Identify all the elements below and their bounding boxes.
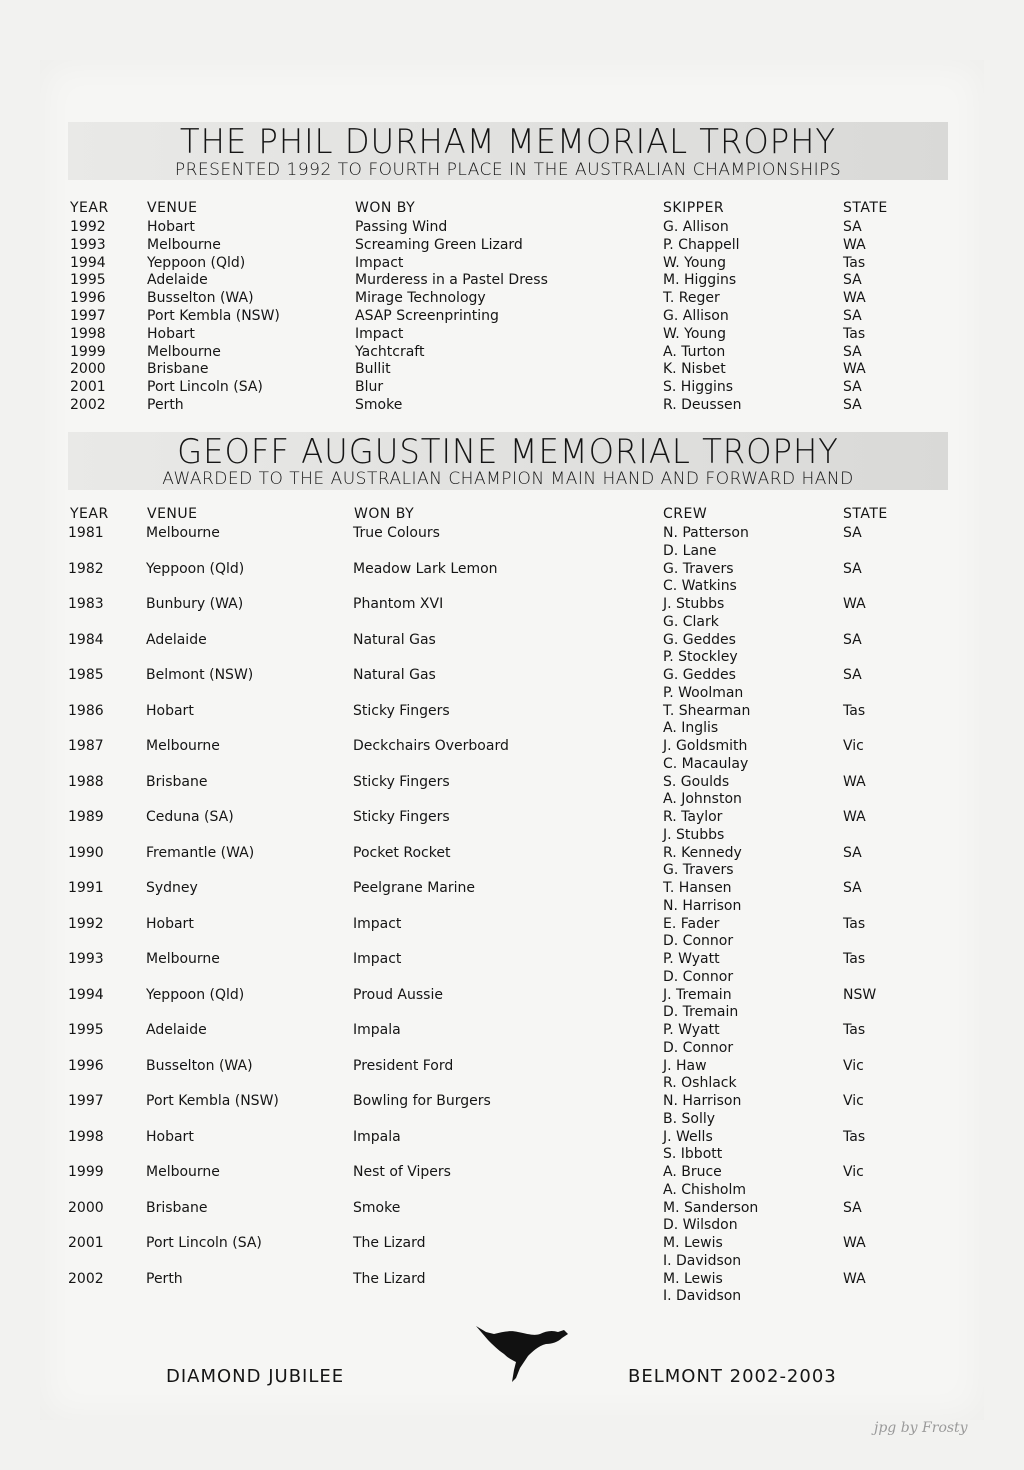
trophy1-banner — [68, 122, 948, 180]
t2-cell-crew2: P. Woolman — [663, 684, 744, 701]
t2-cell-year: 1987 — [68, 738, 104, 754]
t1-cell-state: SA — [843, 343, 862, 360]
t2-cell-state: WA — [843, 1270, 866, 1287]
t2-cell-crew1: T. Hansen — [663, 880, 732, 896]
t2-cell-year: 1994 — [68, 986, 104, 1003]
t1-cell-year: 1994 — [70, 254, 106, 271]
t1-cell-year: 1997 — [70, 308, 106, 324]
t2-cell-wonby: Sticky Fingers — [353, 809, 450, 825]
t2-cell-crew1: J. Stubbs — [663, 596, 725, 612]
t2-cell-venue: Bunbury (WA) — [146, 596, 244, 612]
t2-cell-crew1: J. Haw — [663, 1057, 707, 1074]
t2-cell-wonby: Phantom XVI — [353, 596, 444, 612]
t1-cell-wonby: Blur — [355, 379, 384, 396]
t2-cell-venue: Perth — [146, 1270, 183, 1287]
t1-cell-year: 1993 — [70, 236, 106, 253]
t2-cell-wonby: The Lizard — [353, 1270, 426, 1287]
t2-cell-crew2: D. Connor — [663, 1039, 734, 1056]
t2-cell-wonby: Bowling for Burgers — [353, 1093, 491, 1109]
t2-cell-venue: Port Lincoln (SA) — [146, 1235, 262, 1251]
t2-cell-state: Vic — [843, 1164, 864, 1180]
t2-cell-venue: Belmont (NSW) — [146, 667, 254, 683]
t2-cell-crew1: J. Tremain — [663, 986, 732, 1003]
t2-cell-wonby: Sticky Fingers — [353, 773, 450, 790]
t2-cell-venue: Yeppoon (Qld) — [146, 986, 245, 1003]
t2-cell-crew1: G. Geddes — [663, 667, 736, 683]
t1-cell-wonby: Passing Wind — [355, 219, 448, 235]
t1-cell-venue: Busselton (WA) — [147, 290, 254, 307]
t2-cell-crew1: E. Fader — [663, 915, 720, 932]
t2-cell-year: 1998 — [68, 1128, 104, 1145]
t2-cell-crew2: I. Davidson — [663, 1252, 742, 1269]
t1-cell-state: SA — [843, 308, 862, 324]
t2-cell-crew2: D. Connor — [663, 968, 734, 985]
photo-credit: jpg by Frosty — [874, 1420, 968, 1436]
t2-cell-state: Vic — [843, 1093, 864, 1109]
t2-cell-crew2: C. Macaulay — [663, 755, 749, 772]
t2-header-year: YEAR — [70, 506, 109, 522]
t1-cell-skipper: W. Young — [663, 325, 727, 342]
footer-diamond-jubilee: DIAMOND JUBILEE — [166, 1366, 345, 1387]
t2-cell-year: 1989 — [68, 809, 104, 825]
t2-cell-wonby: Peelgrane Marine — [353, 880, 476, 896]
t2-cell-wonby: Sticky Fingers — [353, 702, 450, 719]
t1-cell-skipper: T. Reger — [663, 290, 720, 307]
t2-cell-year: 1981 — [68, 525, 104, 541]
t1-cell-state: WA — [843, 290, 866, 307]
t2-cell-venue: Adelaide — [146, 1022, 207, 1038]
t2-cell-state: Tas — [843, 915, 866, 932]
t1-cell-wonby: ASAP Screenprinting — [355, 308, 499, 324]
t2-cell-venue: Yeppoon (Qld) — [146, 560, 245, 577]
t1-cell-venue: Hobart — [147, 219, 195, 235]
t2-cell-year: 1985 — [68, 667, 104, 683]
t1-cell-venue: Port Lincoln (SA) — [147, 379, 263, 396]
t2-cell-state: SA — [843, 880, 862, 896]
t2-cell-year: 1995 — [68, 1022, 104, 1038]
trophy1-title: THE PHIL DURHAM MEMORIAL TROPHY — [179, 122, 837, 162]
trophy2-banner — [68, 432, 948, 490]
t2-cell-year: 1992 — [68, 915, 104, 932]
t2-cell-wonby: Proud Aussie — [353, 986, 443, 1003]
t2-cell-state: SA — [843, 525, 862, 541]
t1-cell-wonby: Bullit — [355, 361, 391, 378]
t1-cell-state: SA — [843, 219, 862, 235]
t2-cell-venue: Port Kembla (NSW) — [146, 1093, 279, 1109]
t1-header-wonby: WON BY — [355, 200, 416, 216]
t2-cell-state: WA — [843, 809, 866, 825]
t2-cell-crew1: R. Taylor — [663, 809, 723, 825]
t2-cell-crew2: I. Davidson — [663, 1288, 742, 1305]
t1-cell-venue: Melbourne — [147, 343, 221, 360]
t2-cell-crew2: N. Harrison — [663, 897, 742, 914]
trophy2-subtitle: AWARDED TO THE AUSTRALIAN CHAMPION MAIN HAND AND FORWARD HAND — [162, 469, 854, 489]
t2-cell-crew1: J. Wells — [663, 1128, 713, 1145]
t2-cell-wonby: Deckchairs Overboard — [353, 738, 509, 754]
t2-cell-venue: Hobart — [146, 1128, 194, 1145]
t1-cell-year: 1995 — [70, 272, 106, 289]
t1-cell-year: 2001 — [70, 379, 106, 396]
t2-cell-crew2: S. Ibbott — [663, 1146, 723, 1163]
t1-cell-state: Tas — [843, 325, 866, 342]
t2-cell-crew1: M. Lewis — [663, 1270, 723, 1287]
t1-cell-skipper: G. Allison — [663, 219, 729, 235]
t2-cell-state: Tas — [843, 1128, 866, 1145]
t1-cell-state: WA — [843, 361, 866, 378]
t2-cell-state: Tas — [843, 951, 866, 967]
t2-cell-venue: Fremantle (WA) — [146, 844, 255, 861]
t1-cell-state: SA — [843, 397, 862, 413]
t2-cell-crew1: N. Patterson — [663, 525, 749, 541]
t1-cell-state: SA — [843, 379, 862, 396]
t2-cell-crew2: B. Solly — [663, 1110, 716, 1127]
t2-cell-wonby: Impact — [353, 951, 402, 967]
t1-cell-year: 1998 — [70, 325, 106, 342]
t1-cell-wonby: Impact — [355, 325, 404, 342]
t2-cell-crew2: D. Tremain — [663, 1004, 739, 1021]
t1-header-year: YEAR — [70, 200, 109, 216]
t1-cell-state: WA — [843, 236, 866, 253]
t2-header-crew: CREW — [663, 506, 708, 522]
kangaroo-icon — [472, 1320, 576, 1384]
t2-cell-year: 1991 — [68, 880, 104, 896]
t2-cell-state: Vic — [843, 738, 864, 754]
t2-cell-year: 1984 — [68, 631, 104, 648]
t2-cell-venue: Melbourne — [146, 525, 220, 541]
t1-cell-venue: Port Kembla (NSW) — [147, 308, 280, 324]
t2-cell-venue: Melbourne — [146, 738, 220, 754]
t2-cell-crew2: P. Stockley — [663, 649, 738, 666]
t1-cell-venue: Brisbane — [147, 361, 209, 378]
t1-cell-skipper: G. Allison — [663, 308, 729, 324]
t2-cell-crew1: G. Geddes — [663, 631, 736, 648]
t2-cell-year: 2001 — [68, 1235, 104, 1251]
t1-cell-skipper: S. Higgins — [663, 379, 734, 396]
t2-cell-venue: Melbourne — [146, 1164, 220, 1180]
t2-cell-year: 1993 — [68, 951, 104, 967]
t2-cell-crew2: C. Watkins — [663, 578, 737, 595]
t2-cell-year: 1990 — [68, 844, 104, 861]
t2-cell-state: Vic — [843, 1057, 864, 1074]
t2-cell-venue: Hobart — [146, 702, 194, 719]
t2-cell-crew1: P. Wyatt — [663, 951, 720, 967]
t2-cell-wonby: Smoke — [353, 1199, 401, 1216]
t2-cell-crew1: M. Sanderson — [663, 1199, 759, 1216]
t2-header-state: STATE — [843, 506, 888, 522]
t2-cell-crew2: A. Inglis — [663, 720, 719, 737]
t2-cell-wonby: Pocket Rocket — [353, 844, 451, 861]
t2-cell-state: SA — [843, 667, 862, 683]
t2-cell-year: 1997 — [68, 1093, 104, 1109]
t2-cell-state: SA — [843, 1199, 862, 1216]
t2-cell-wonby: Nest of Vipers — [353, 1164, 451, 1180]
t1-cell-wonby: Smoke — [355, 397, 403, 413]
t2-cell-state: Tas — [843, 1022, 866, 1038]
t1-cell-wonby: Yachtcraft — [355, 343, 425, 360]
t2-cell-crew2: A. Chisholm — [663, 1181, 747, 1198]
t2-cell-year: 2000 — [68, 1199, 104, 1216]
t1-cell-skipper: P. Chappell — [663, 236, 740, 253]
t2-cell-wonby: True Colours — [353, 525, 440, 541]
trophy1-subtitle: PRESENTED 1992 TO FOURTH PLACE IN THE AUSTRALIAN CHAMPIONSHIPS — [174, 160, 842, 180]
t2-cell-wonby: The Lizard — [353, 1235, 426, 1251]
t2-cell-state: WA — [843, 773, 866, 790]
t1-cell-venue: Perth — [147, 397, 184, 413]
t1-cell-year: 1992 — [70, 219, 106, 235]
t2-cell-crew1: S. Goulds — [663, 773, 730, 790]
t2-cell-crew1: A. Bruce — [663, 1164, 722, 1180]
t1-cell-skipper: M. Higgins — [663, 272, 737, 289]
t2-cell-crew2: A. Johnston — [663, 791, 742, 808]
t2-cell-year: 1983 — [68, 596, 104, 612]
t1-cell-venue: Yeppoon (Qld) — [147, 254, 246, 271]
t2-cell-crew1: N. Harrison — [663, 1093, 742, 1109]
t1-cell-skipper: R. Deussen — [663, 397, 742, 413]
t2-cell-crew2: D. Wilsdon — [663, 1217, 738, 1234]
t1-cell-state: SA — [843, 272, 862, 289]
footer-belmont: BELMONT 2002-2003 — [628, 1366, 837, 1387]
t2-cell-crew2: D. Connor — [663, 933, 734, 950]
t1-header-skipper: SKIPPER — [663, 200, 725, 216]
t2-cell-crew2: R. Oshlack — [663, 1075, 737, 1092]
t2-cell-year: 1988 — [68, 773, 104, 790]
t1-cell-wonby: Screaming Green Lizard — [355, 236, 523, 253]
t1-cell-wonby: Murderess in a Pastel Dress — [355, 272, 548, 289]
t2-cell-venue: Hobart — [146, 915, 194, 932]
t2-cell-crew2: G. Travers — [663, 862, 734, 879]
t2-cell-wonby: Natural Gas — [353, 667, 436, 683]
t1-cell-state: Tas — [843, 254, 866, 271]
t2-header-venue: VENUE — [147, 506, 198, 522]
t2-cell-wonby: Impala — [353, 1128, 401, 1145]
trophy2-title: GEOFF AUGUSTINE MEMORIAL TROPHY — [177, 432, 839, 472]
t1-cell-year: 1999 — [70, 343, 106, 360]
t2-cell-crew1: R. Kennedy — [663, 844, 742, 861]
t1-cell-skipper: A. Turton — [663, 343, 726, 360]
t1-cell-skipper: W. Young — [663, 254, 727, 271]
t2-cell-year: 1986 — [68, 702, 104, 719]
t2-cell-year: 1999 — [68, 1164, 104, 1180]
t1-cell-wonby: Impact — [355, 254, 404, 271]
t2-cell-crew1: M. Lewis — [663, 1235, 723, 1251]
t1-header-state: STATE — [843, 200, 888, 216]
t1-cell-year: 1996 — [70, 290, 106, 307]
t2-cell-venue: Busselton (WA) — [146, 1057, 253, 1074]
t1-header-venue: VENUE — [147, 200, 198, 216]
t2-cell-wonby: Natural Gas — [353, 631, 436, 648]
t2-cell-year: 1982 — [68, 560, 104, 577]
t2-cell-crew1: P. Wyatt — [663, 1022, 720, 1038]
t1-cell-venue: Melbourne — [147, 236, 221, 253]
t2-cell-state: WA — [843, 596, 866, 612]
t2-cell-venue: Melbourne — [146, 951, 220, 967]
t2-cell-crew2: J. Stubbs — [663, 826, 725, 843]
t2-cell-state: NSW — [843, 986, 877, 1003]
t2-cell-venue: Sydney — [146, 880, 198, 896]
t1-cell-wonby: Mirage Technology — [355, 290, 486, 307]
t2-cell-venue: Brisbane — [146, 1199, 208, 1216]
t2-cell-state: WA — [843, 1235, 866, 1251]
t1-cell-venue: Adelaide — [147, 272, 208, 289]
t2-cell-state: SA — [843, 844, 862, 861]
t2-cell-crew2: D. Lane — [663, 542, 717, 559]
t2-cell-wonby: Impala — [353, 1022, 401, 1038]
t2-cell-crew1: J. Goldsmith — [663, 738, 748, 754]
t1-cell-year: 2002 — [70, 397, 106, 413]
t2-cell-venue: Ceduna (SA) — [146, 809, 234, 825]
t2-cell-state: SA — [843, 560, 862, 577]
t2-cell-wonby: President Ford — [353, 1057, 454, 1074]
t1-cell-venue: Hobart — [147, 325, 195, 342]
t1-cell-year: 2000 — [70, 361, 106, 378]
t2-cell-year: 1996 — [68, 1057, 104, 1074]
t2-header-wonby: WON BY — [354, 506, 415, 522]
t2-cell-wonby: Meadow Lark Lemon — [353, 560, 498, 577]
t2-cell-venue: Adelaide — [146, 631, 207, 648]
t2-cell-crew2: G. Clark — [663, 613, 719, 630]
t2-cell-state: Tas — [843, 702, 866, 719]
t2-cell-year: 2002 — [68, 1270, 104, 1287]
t2-cell-wonby: Impact — [353, 915, 402, 932]
t2-cell-crew1: T. Shearman — [663, 702, 751, 719]
t2-cell-state: SA — [843, 631, 862, 648]
t2-cell-venue: Brisbane — [146, 773, 208, 790]
t1-cell-skipper: K. Nisbet — [663, 361, 726, 378]
t2-cell-crew1: G. Travers — [663, 560, 734, 577]
